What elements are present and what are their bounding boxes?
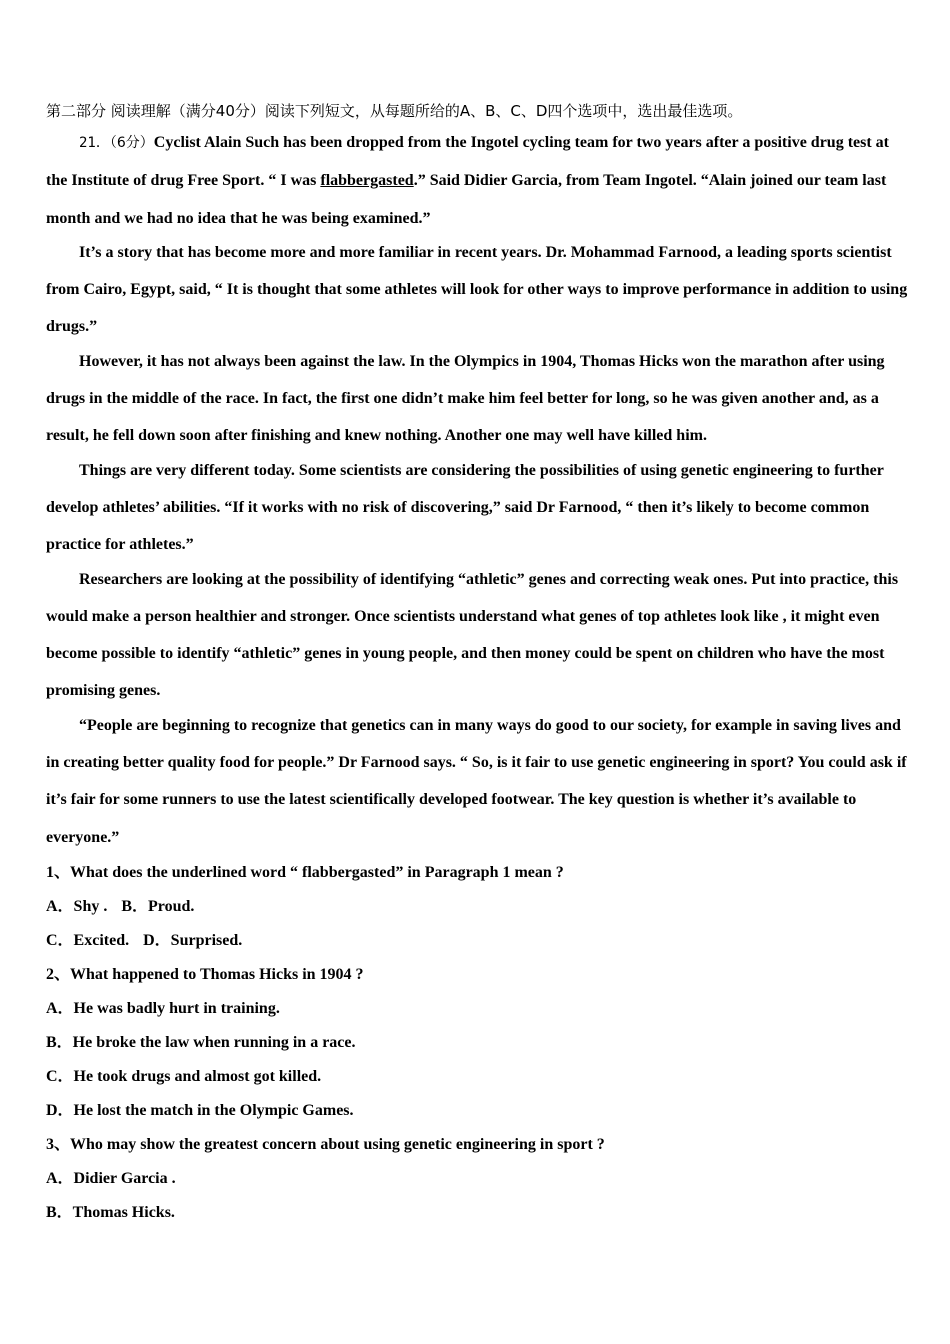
passage-paragraph-1 <box>46 124 908 237</box>
questions-section <box>46 856 908 1230</box>
option-row <box>46 890 908 924</box>
answer-option[interactable]: A．Didier Garcia . <box>46 1169 176 1187</box>
answer-option[interactable]: A．Shy . <box>46 897 108 915</box>
question-stem: 2、What happened to Thomas Hicks in 1904 ? <box>46 965 364 983</box>
option-row <box>46 1094 908 1128</box>
answer-option[interactable]: D．Surprised. <box>143 931 243 949</box>
underlined-word: flabbergasted <box>320 172 414 190</box>
answer-option[interactable]: D．He lost the match in the Olympic Games. <box>46 1101 354 1119</box>
option-row <box>46 1060 908 1094</box>
answer-option[interactable]: C．Excited. <box>46 931 130 949</box>
passage-paragraph-5: Researchers are looking at the possibility of identifying “athletic” genes and correcting weak ones. Put into practice, this would make a person healthier and stronger. Once scientists understand what genes of top athletes look like , it might even become possible to identify “athletic” genes in young people, and then money could be spent on children who have the most promising genes. <box>46 570 899 700</box>
section-title: 第二部分 阅读理解（满分40分）阅读下列短文，从每题所给的A、B、C、D四个选项中，选出最佳选项。 <box>46 102 743 120</box>
document-page <box>46 98 908 1230</box>
score-label: （6分） <box>109 135 154 151</box>
paragraph-1-text-b: .” Said Didier Garcia, from Team Ingotel. “Alain joined our team last month and we had no idea that he was being examined.” <box>46 172 887 227</box>
question-stem: 3、Who may show the greatest concern about using genetic engineering in sport ? <box>46 1135 605 1153</box>
option-row <box>46 1162 908 1196</box>
option-row <box>46 1026 908 1060</box>
option-row <box>46 1196 908 1230</box>
passage-paragraph-4: Things are very different today. Some scientists are considering the possibilities of using genetic engineering to further develop athletes’ abilities. “If it works with no risk of discovering,” said Dr Farnood, “ then it’s likely to become common practice for athletes.” <box>46 461 884 554</box>
answer-option[interactable]: B．Proud. <box>121 897 195 915</box>
passage-paragraph-6: “People are beginning to recognize that genetics can in many ways do good to our society, for example in saving lives and in creating better quality food for people.” Dr Farnood says. “ So, is it fair to use genetic engineering in sport? You could ask if it’s fair for some runners to use the latest scientifically developed footwear. The key question is whether it’s available to everyone.” <box>46 716 907 846</box>
passage-paragraph-2: It’s a story that has become more and more familiar in recent years. Dr. Mohammad Farnood, a leading sports scientist from Cairo, Egypt, said, “ It is thought that some athletes will look for other ways to improve performance in addition to using drugs.” <box>46 243 908 336</box>
answer-option[interactable]: B．He broke the law when running in a race. <box>46 1033 356 1051</box>
question-stem: 1、What does the underlined word “ flabbergasted” in Paragraph 1 mean ? <box>46 863 564 881</box>
option-row <box>46 924 908 958</box>
passage-paragraph-3: However, it has not always been against the law. In the Olympics in 1904, Thomas Hicks won the marathon after using drugs in the middle of the race. In fact, the first one didn’t make him feel better for long, so he was given another and, as a result, he fell down soon after finishing and knew nothing. Another one may well have killed him. <box>46 352 885 445</box>
paragraph-1-text-a: Cyclist Alain Such has been dropped from the Ingotel cycling team for two years after a positive drug test at the Institute of drug Free Sport. “ I was <box>46 134 889 190</box>
answer-option[interactable]: B．Thomas Hicks. <box>46 1203 175 1221</box>
answer-option[interactable]: A．He was badly hurt in training. <box>46 999 280 1017</box>
answer-option[interactable]: C．He took drugs and almost got killed. <box>46 1067 322 1085</box>
option-row <box>46 992 908 1026</box>
question-number: 21． <box>79 135 110 151</box>
